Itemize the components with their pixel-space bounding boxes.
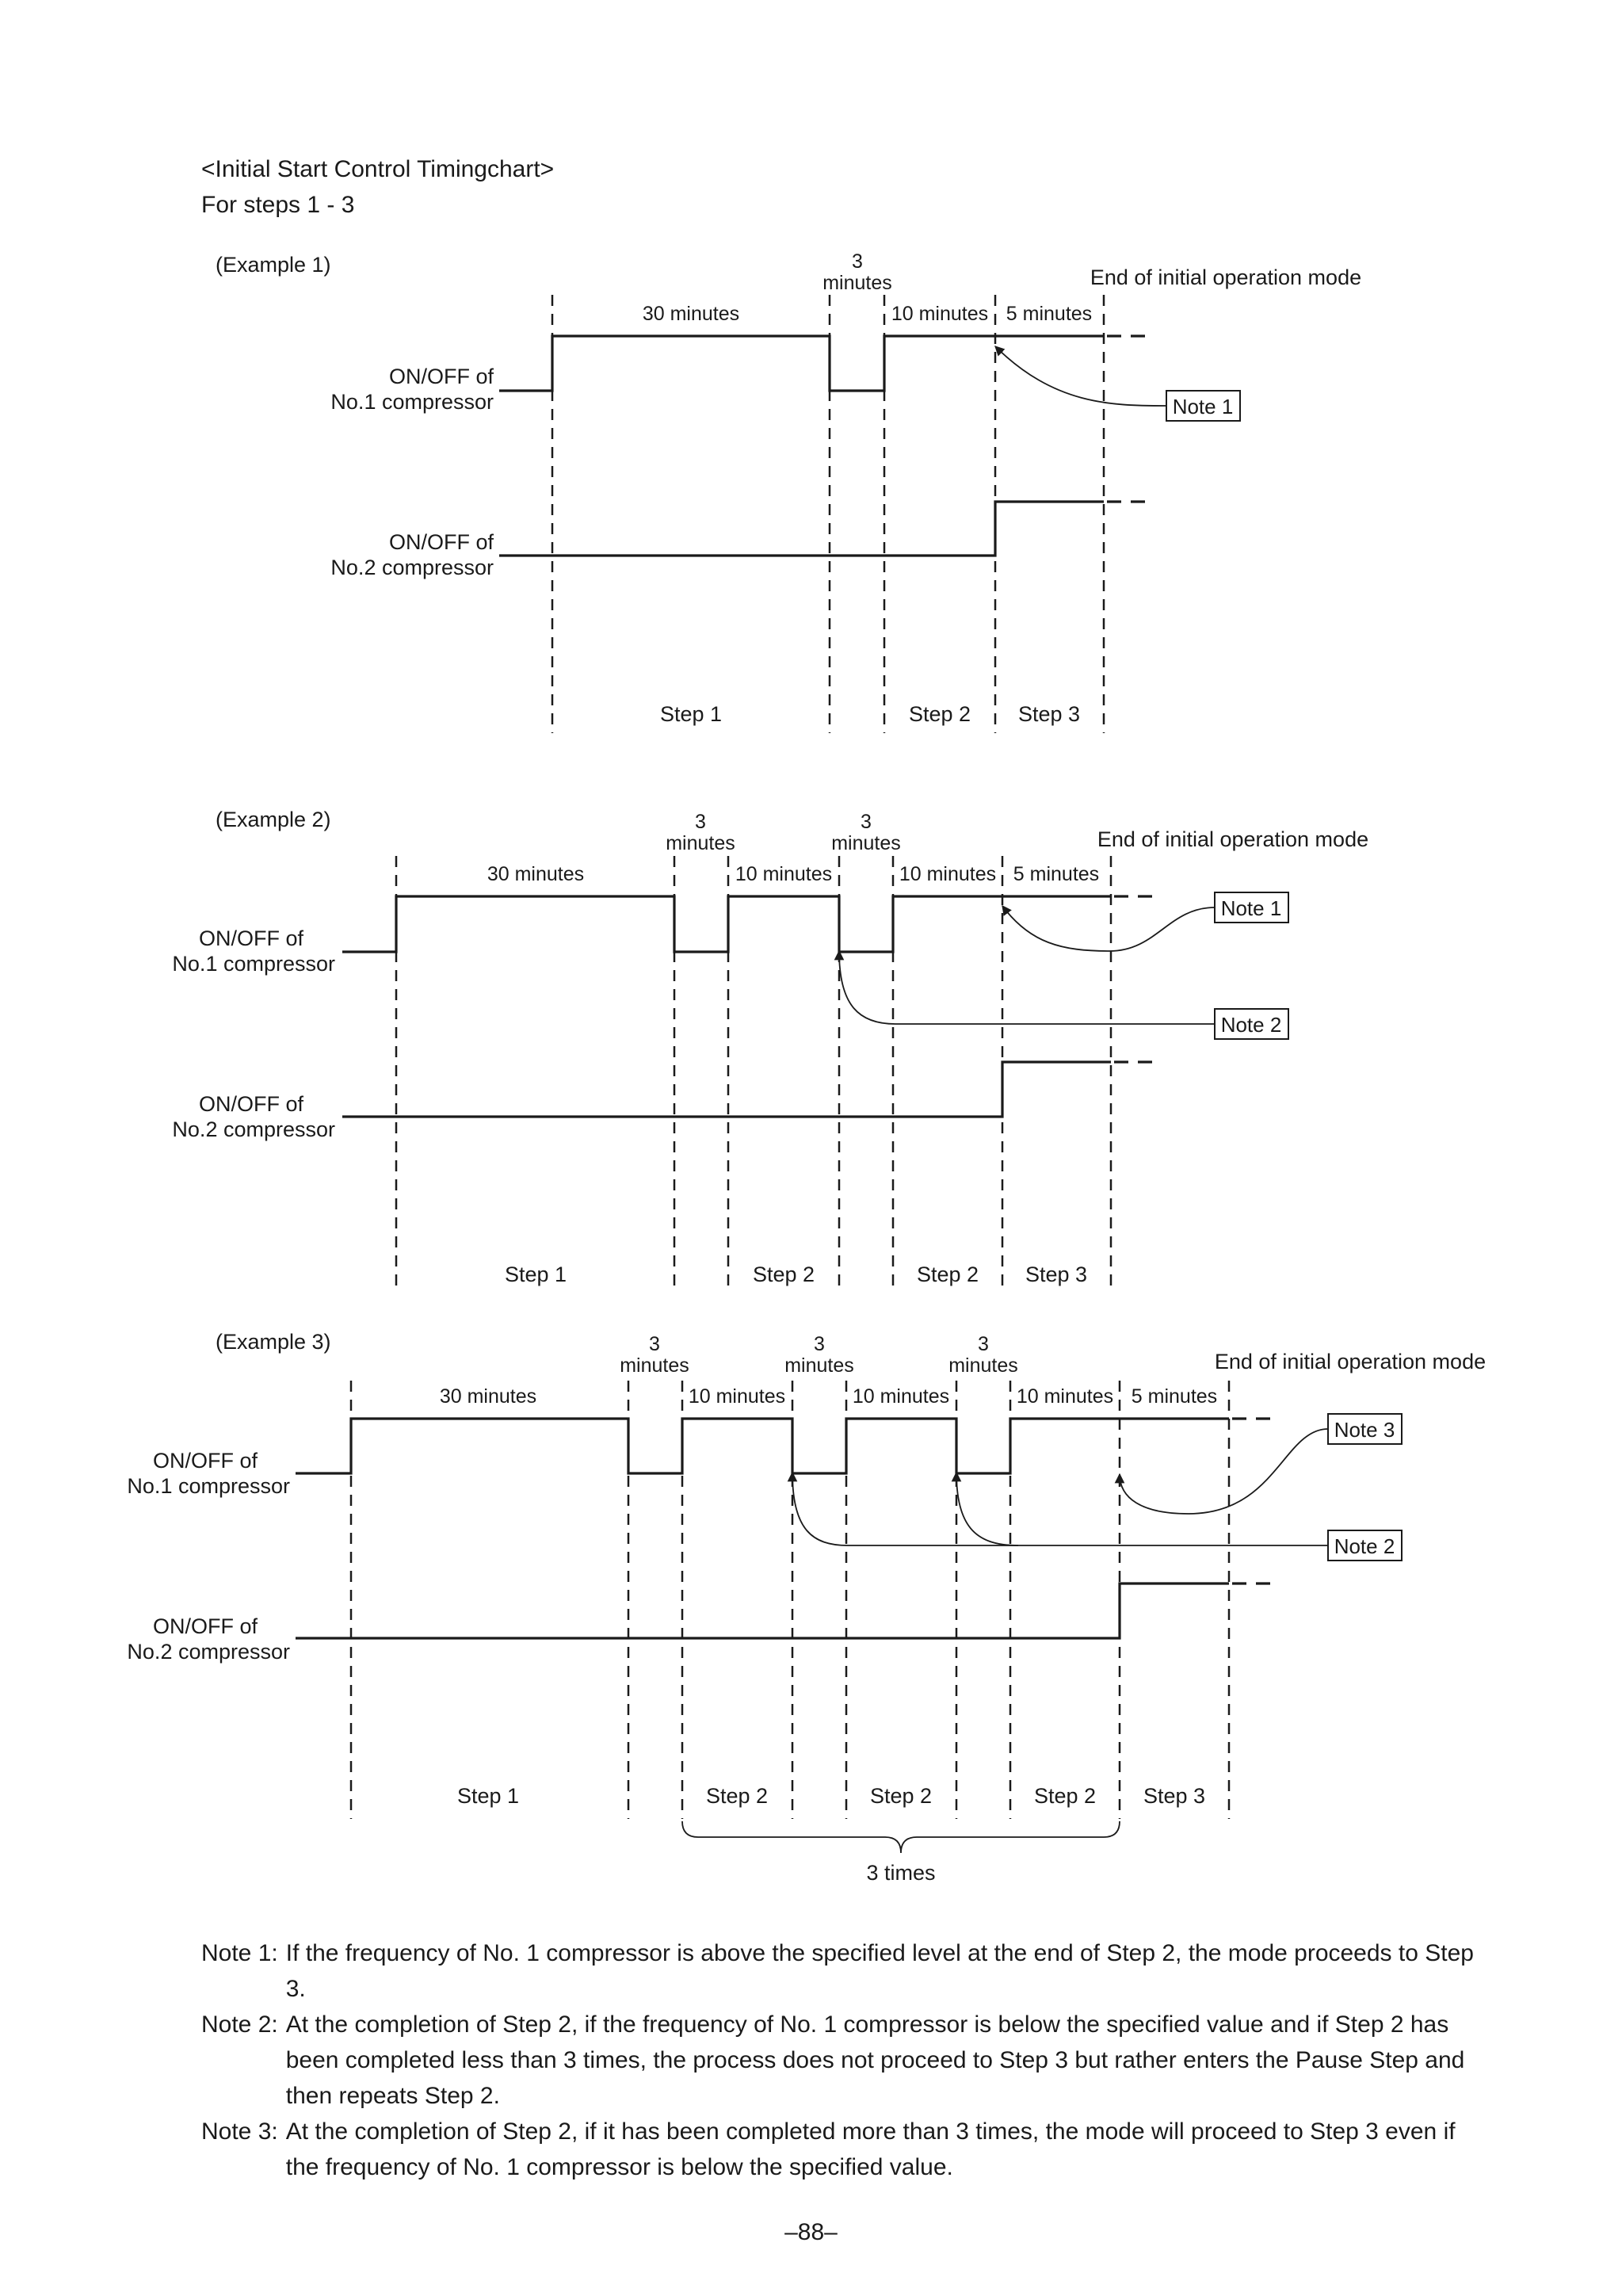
example-3-duration-10min-2: 10 minutes <box>852 1385 950 1408</box>
example-3-step1-label: Step 1 <box>456 1784 520 1808</box>
example-2-comp2-label-1: ON/OFF of <box>198 1092 303 1116</box>
example-3-three-times: 3 times <box>866 1861 936 1885</box>
example-2-pause2-minutes: minutes <box>831 832 901 854</box>
example-3-chart <box>127 1330 1486 1885</box>
example-3-note2-arrow-b <box>956 1473 1018 1545</box>
example-1-step3-label: Step 3 <box>1017 702 1081 726</box>
example-3-pause2-3: 3 <box>814 1333 825 1355</box>
example-3-comp2-label-2: No.2 compressor <box>127 1640 290 1664</box>
example-1-comp2-label-1: ON/OFF of <box>388 530 494 554</box>
example-3-note2-label: Note 2 <box>1334 1534 1395 1558</box>
note-3 <box>201 2114 1485 2185</box>
example-3-comp2-signal <box>296 1584 1229 1638</box>
example-3-comp1-label-2: No.1 compressor <box>127 1474 290 1498</box>
example-2-step-boundaries <box>396 856 1111 1293</box>
example-3-step-boundaries <box>351 1381 1229 1819</box>
example-3-pause1-minutes: minutes <box>620 1354 689 1377</box>
example-2-pause2-3: 3 <box>861 811 872 833</box>
example-3-duration-5min: 5 minutes <box>1131 1385 1218 1408</box>
example-3-pause3-3: 3 <box>978 1333 989 1355</box>
example-1-step2-label: Step 2 <box>908 702 971 726</box>
example-2-step2-label-2: Step 2 <box>916 1263 979 1286</box>
example-2-note2-arrow <box>839 951 1215 1024</box>
example-3-pause2-minutes: minutes <box>784 1354 854 1377</box>
example-2-chart <box>172 808 1368 1293</box>
example-1-comp1-signal <box>499 336 1104 391</box>
example-3-label: (Example 3) <box>216 1330 331 1354</box>
example-2-note1-arrow <box>1002 906 1215 951</box>
note-3-text: At the completion of Step 2, if it has been completed more than 3 times, the mode will proceed to Step 3 even if the frequency of No. 1 compressor is below the specified value. <box>285 2118 1456 2180</box>
example-3-brace <box>682 1821 1120 1853</box>
example-1-comp2-label-2: No.2 compressor <box>330 556 494 579</box>
note-2 <box>201 2007 1485 2114</box>
example-2-duration-10min-1: 10 minutes <box>735 863 833 885</box>
example-1-comp2-signal <box>499 502 1104 556</box>
example-2-pause1-3: 3 <box>695 811 706 833</box>
example-2-duration-5min: 5 minutes <box>1013 863 1100 885</box>
example-2-duration-10min-2: 10 minutes <box>899 863 997 885</box>
example-1-comp1-label-1: ON/OFF of <box>388 365 494 388</box>
example-3-comp1-signal <box>296 1419 1229 1473</box>
example-3-comp1-label-1: ON/OFF of <box>152 1449 258 1473</box>
example-2-comp1-label-1: ON/OFF of <box>198 926 303 950</box>
example-3-step2-label-3: Step 2 <box>1033 1784 1097 1808</box>
example-3-duration-10min-3: 10 minutes <box>1016 1385 1114 1408</box>
example-3-step2-label-1: Step 2 <box>705 1784 769 1808</box>
page-number: –88– <box>784 2219 838 2245</box>
example-1-comp1-label-2: No.1 compressor <box>330 390 494 414</box>
example-3-pause3-minutes: minutes <box>948 1354 1018 1377</box>
example-2-comp2-label-2: No.2 compressor <box>172 1117 335 1141</box>
example-3-comp2-label-1: ON/OFF of <box>152 1614 258 1638</box>
example-2-label: (Example 2) <box>216 808 331 831</box>
example-3-duration-30min: 30 minutes <box>439 1385 537 1408</box>
example-1-note1-arrow <box>995 346 1166 406</box>
example-3-step3-label: Step 3 <box>1143 1784 1206 1808</box>
example-2-step3-label: Step 3 <box>1025 1263 1088 1286</box>
example-1-note1-label: Note 1 <box>1172 395 1234 418</box>
example-1-pause-3: 3 <box>852 250 863 273</box>
example-2-comp1-signal <box>342 896 1111 952</box>
example-3-note3-label: Note 3 <box>1334 1418 1395 1442</box>
example-3-step2-label-2: Step 2 <box>869 1784 933 1808</box>
note-3-label: Note 3: <box>201 2118 278 2145</box>
note-1 <box>201 1935 1485 2007</box>
example-2-pause1-minutes: minutes <box>666 832 735 854</box>
example-2-comp1-label-2: No.1 compressor <box>172 952 335 976</box>
example-3-pause1-3: 3 <box>649 1333 660 1355</box>
example-3-note2-arrow-a <box>792 1473 1328 1545</box>
chart-title: <Initial Start Control Timingchart> <box>201 156 555 182</box>
note-2-label: Note 2: <box>201 2011 278 2038</box>
notes-section <box>201 1935 1485 2185</box>
example-2-comp2-signal <box>342 1062 1111 1117</box>
example-1-step-boundaries <box>552 295 1104 733</box>
example-2-duration-30min: 30 minutes <box>487 863 585 885</box>
example-2-note1-label: Note 1 <box>1220 896 1282 920</box>
example-1-label: (Example 1) <box>216 253 331 277</box>
example-1-duration-5min: 5 minutes <box>1006 303 1093 325</box>
example-2-end-mode: End of initial operation mode <box>1097 827 1369 851</box>
note-2-text: At the completion of Step 2, if the frequency of No. 1 compressor is below the specified value and if Step 2 has been completed less than 3 times, the process does not proceed to Step 3 but rather enters the Pause Step and then repeats Step 2. <box>285 2011 1465 2109</box>
example-3-duration-10min-1: 10 minutes <box>688 1385 786 1408</box>
example-1-duration-10min: 10 minutes <box>891 303 989 325</box>
example-1-duration-30min: 30 minutes <box>642 303 740 325</box>
example-2-step1-label: Step 1 <box>504 1263 567 1286</box>
example-1-step1-label: Step 1 <box>659 702 723 726</box>
example-1-pause-minutes: minutes <box>822 272 892 294</box>
example-2-note2-label: Note 2 <box>1220 1013 1282 1037</box>
example-1-chart <box>216 250 1361 733</box>
example-1-end-mode: End of initial operation mode <box>1090 266 1362 289</box>
example-2-step2-label-1: Step 2 <box>752 1263 815 1286</box>
note-1-label: Note 1: <box>201 1940 278 1966</box>
note-1-text: If the frequency of No. 1 compressor is above the specified level at the end of Step 2, the mode proceeds to Step 3. <box>285 1940 1474 2002</box>
chart-subtitle: For steps 1 - 3 <box>201 192 355 218</box>
example-3-note3-arrow <box>1120 1429 1328 1514</box>
example-3-end-mode: End of initial operation mode <box>1214 1350 1487 1373</box>
